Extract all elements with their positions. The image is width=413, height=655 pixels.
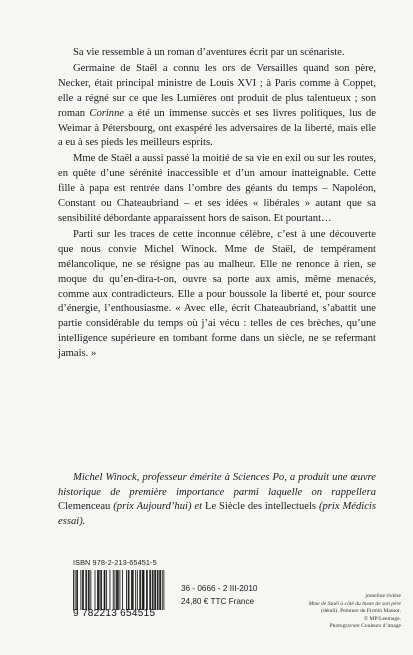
- barcode-bar: [104, 570, 105, 610]
- price-label: 24,80 € TTC France: [181, 597, 255, 606]
- blurb-paragraph-4: Parti sur les traces de cette inconnue célèbre, c’est à une découverte que nous convie Michel Winock. Mme de Staël, de tempérament mélancolique, ne se résigne pas au malheur. Elle ne renonce à rien, se moque du qu’en-dira-t-on, ouvre sa porte aux amis, même menacés, comme aux contradicteurs. Elle a pour boussole la liberté et, pour source d’énergie, l’enthousiasme. « Avec elle, écrit Chateaubriand, s’abattit une partie considérable du temps où j’ai vécu : telles de ces brèches, qu’une intelligence supérieure en tombant forme dans un siècle, ne se refermant jamais. »: [58, 228, 376, 360]
- barcode-bar: [126, 570, 127, 610]
- barcode-bar: [105, 570, 106, 610]
- novel-title-corinne: Corinne: [89, 107, 125, 119]
- barcode-bar: [163, 570, 164, 610]
- barcode-bar: [80, 570, 81, 610]
- p2-text-after: a été un immense succès et ses livres politiques, lus de Weimar à Pétersbourg, ont exaspéré les adversaires de la liberté, mais elle a eu à ses pieds les meilleurs esprits.: [58, 107, 376, 149]
- barcode-bar: [119, 570, 120, 610]
- barcode-bar: [142, 570, 143, 610]
- bio-prize-2: (prix Médicis essai).: [58, 501, 377, 527]
- barcode-bar: [159, 570, 160, 610]
- barcode-bar: [158, 570, 159, 610]
- p2-text-before: Germaine de Staël a connu les ors de Versailles quand son père, Necker, était principal ministre de Louis XVI ; à Paris comme à Coppet, elle a régné sur ce que les Lumières ont produit de plus talentueux ; son roman: [58, 62, 376, 119]
- barcode-bar: [99, 570, 100, 610]
- barcode-bar: [106, 570, 107, 610]
- barcode-bar: [160, 570, 161, 610]
- barcode-bar: [122, 570, 123, 610]
- bio-connector: et: [194, 501, 205, 513]
- bio-text-1: Michel Winock, professeur émérite à Sciences Po, a produit une œuvre historique de première importance parmi laquelle on rappellera: [58, 472, 376, 498]
- barcode-block: [73, 558, 168, 619]
- barcode-bar: [155, 570, 156, 610]
- barcode-bar: [101, 570, 102, 610]
- barcode-bar: [133, 570, 134, 610]
- blurb-paragraph-1: Sa vie ressemble à un roman d’aventures écrit par un scénariste.: [73, 47, 345, 58]
- barcode-bar: [150, 570, 151, 610]
- barcode-graphic: [73, 570, 168, 610]
- barcode-bar: [137, 570, 138, 610]
- barcode-bar: [75, 570, 76, 610]
- barcode-bar: [76, 570, 77, 610]
- barcode-bar: [115, 570, 116, 610]
- barcode-bar: [97, 570, 98, 610]
- barcode-bar: [95, 570, 96, 610]
- barcode-bar: [116, 570, 117, 610]
- credit-photo: © MP/Leemage.: [363, 615, 401, 622]
- author-bio: [58, 471, 376, 529]
- barcode-bar: [128, 570, 129, 610]
- barcode-bar: [146, 570, 147, 610]
- barcode-bar: [140, 570, 141, 610]
- barcode-bar: [147, 570, 148, 610]
- barcode-bar: [143, 570, 144, 610]
- barcode-bar: [117, 570, 118, 610]
- blurb-paragraph-3: Mme de Staël a aussi passé la moitié de sa vie en exil ou sur les routes, en quête d’une sérénité inaccessible et d’un amour inatteignable. Cette fille à papa est rentrée dans l’ombre des géants du temps – Napoléon, Constant ou Chateaubriand – et ses idées « libérales » autant que sa sensibilité débordante apparaissent hors de saison. Et pourtant…: [58, 153, 376, 224]
- barcode-bar: [73, 570, 74, 610]
- barcode-bar: [100, 570, 101, 610]
- barcode-bar: [85, 570, 86, 610]
- barcode-bar: [135, 570, 136, 610]
- isbn-label: ISBN 978-2-213-65451-5: [73, 558, 157, 567]
- barcode-bar: [149, 570, 150, 610]
- barcode-bar: [154, 570, 155, 610]
- barcode-bar: [118, 570, 119, 610]
- barcode-bar: [89, 570, 90, 610]
- barcode-bar: [152, 570, 153, 610]
- reference-code: 36 - 0666 - 2 III-2010: [181, 584, 258, 593]
- barcode-bar: [88, 570, 89, 610]
- barcode-bar: [86, 570, 87, 610]
- barcode-bar: [157, 570, 158, 610]
- barcode-bar: [129, 570, 130, 610]
- barcode-bar: [132, 570, 133, 610]
- credits: [300, 593, 401, 631]
- barcode-bar: [113, 570, 114, 610]
- barcode-bar: [90, 570, 91, 610]
- bio-prize-1: (prix Aujourd’hui): [110, 501, 195, 513]
- barcode-bar: [77, 570, 78, 610]
- blurb-paragraph-2: [58, 62, 376, 151]
- barcode-bar: [144, 570, 145, 610]
- barcode-bar: [131, 570, 132, 610]
- barcode-bar: [153, 570, 154, 610]
- credit-detail: (détail). Peinture de Firmin Massot.: [321, 608, 401, 615]
- barcode-bar: [162, 570, 163, 610]
- barcode-bar: [83, 570, 84, 610]
- credit-caption: Mme de Staël à côté du buste de son père: [308, 600, 401, 607]
- barcode-bar: [82, 570, 83, 610]
- bio-title-clemenceau: Clemenceau: [58, 501, 111, 513]
- bio-title-siecle: Le Siècle des intellectuels: [204, 501, 317, 513]
- barcode-digits: 9 782213 654515: [73, 608, 156, 619]
- barcode-bar: [139, 570, 140, 610]
- blurb: [58, 46, 376, 362]
- barcode-bar: [98, 570, 99, 610]
- credit-designer: josseline rivière: [365, 593, 401, 599]
- barcode-bar: [110, 570, 111, 610]
- credit-engraving: Photogravure Couleurs d’image: [329, 623, 401, 630]
